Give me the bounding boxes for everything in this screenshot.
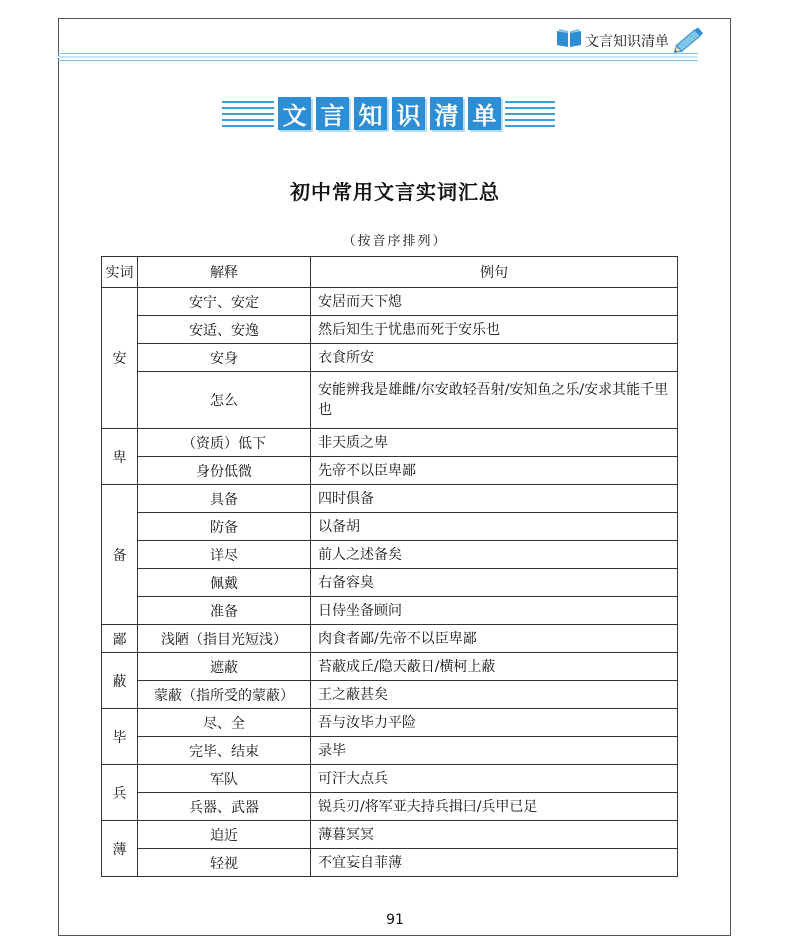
table-row: [102, 513, 678, 541]
header-label: 文言知识清单: [585, 34, 669, 50]
meaning-cell: 轻视: [138, 849, 311, 877]
table-row: [102, 569, 678, 597]
meaning-cell: 详尽: [138, 541, 311, 569]
table-row: [102, 821, 678, 849]
page-number: 91: [386, 912, 404, 928]
banner-stripes-left: [222, 97, 274, 131]
table-row: [102, 316, 678, 344]
header-rule-top: [58, 53, 698, 54]
banner-stripes-right: [505, 97, 555, 131]
pencil-icon: [670, 22, 708, 58]
banner-char: 文: [278, 97, 311, 130]
example-cell: 前人之述备矣: [311, 541, 678, 569]
meaning-cell: 蒙蔽（指所受的蒙蔽）: [138, 681, 311, 709]
meaning-cell: 军队: [138, 765, 311, 793]
word-cell: 鄙: [102, 625, 138, 653]
table-row: [102, 288, 678, 316]
header-example: 例句: [311, 257, 678, 288]
table-row: [102, 709, 678, 737]
example-cell: 苔蔽成丘/隐天蔽日/横柯上蔽: [311, 653, 678, 681]
meaning-cell: 遮蔽: [138, 653, 311, 681]
table-row: [102, 849, 678, 877]
page-title: 初中常用文言实词汇总: [290, 180, 500, 204]
table-row: [102, 457, 678, 485]
table-row: [102, 372, 678, 429]
example-cell: 衣食所安: [311, 344, 678, 372]
header-meaning: 解释: [138, 257, 311, 288]
vocab-table: [101, 256, 678, 877]
meaning-cell: 防备: [138, 513, 311, 541]
banner-char: 言: [316, 97, 349, 130]
meaning-cell: 迫近: [138, 821, 311, 849]
meaning-cell: 完毕、结束: [138, 737, 311, 765]
example-cell: 右备容臭: [311, 569, 678, 597]
example-cell: 以备胡: [311, 513, 678, 541]
book-icon: [556, 28, 582, 48]
meaning-cell: 尽、全: [138, 709, 311, 737]
table-row: [102, 541, 678, 569]
table-row: [102, 429, 678, 457]
table-row: [102, 485, 678, 513]
header-rule-bottom: [58, 60, 698, 61]
meaning-cell: 安身: [138, 344, 311, 372]
header-word: 实词: [102, 257, 138, 288]
banner-characters: [278, 97, 501, 130]
example-cell: 非天质之卑: [311, 429, 678, 457]
table-row: [102, 653, 678, 681]
banner-char: 清: [430, 97, 463, 130]
section-banner: [222, 97, 555, 131]
meaning-cell: 怎么: [138, 372, 311, 429]
page-subtitle: （按音序排列）: [342, 234, 448, 249]
example-cell: 王之蔽甚矣: [311, 681, 678, 709]
example-cell: 不宜妄自菲薄: [311, 849, 678, 877]
word-cell: 安: [102, 288, 138, 429]
example-cell: 日侍坐备顾问: [311, 597, 678, 625]
meaning-cell: 准备: [138, 597, 311, 625]
example-cell: 四时俱备: [311, 485, 678, 513]
example-cell: 可汗大点兵: [311, 765, 678, 793]
word-cell: 薄: [102, 821, 138, 877]
example-cell: 安居而天下熄: [311, 288, 678, 316]
header-rule-mid: [58, 56, 698, 58]
example-cell: 录毕: [311, 737, 678, 765]
meaning-cell: 安适、安逸: [138, 316, 311, 344]
meaning-cell: 佩戴: [138, 569, 311, 597]
word-cell: 蔽: [102, 653, 138, 709]
word-cell: 卑: [102, 429, 138, 485]
table-row: [102, 344, 678, 372]
table-row: [102, 681, 678, 709]
meaning-cell: （资质）低下: [138, 429, 311, 457]
meaning-cell: 具备: [138, 485, 311, 513]
word-cell: 备: [102, 485, 138, 625]
table-row: [102, 793, 678, 821]
word-cell: 毕: [102, 709, 138, 765]
example-cell: 然后知生于忧患而死于安乐也: [311, 316, 678, 344]
table-header-row: [102, 257, 678, 288]
meaning-cell: 浅陋（指目光短浅）: [138, 625, 311, 653]
example-cell: 吾与汝毕力平险: [311, 709, 678, 737]
example-cell: 锐兵刃/将军亚夫持兵揖曰/兵甲已足: [311, 793, 678, 821]
table-row: [102, 765, 678, 793]
table-row: [102, 625, 678, 653]
meaning-cell: 身份低微: [138, 457, 311, 485]
banner-char: 识: [392, 97, 425, 130]
example-cell: 先帝不以臣卑鄙: [311, 457, 678, 485]
banner-char: 单: [468, 97, 501, 130]
meaning-cell: 兵器、武器: [138, 793, 311, 821]
meaning-cell: 安宁、安定: [138, 288, 311, 316]
example-cell: 薄暮冥冥: [311, 821, 678, 849]
example-cell: 安能辨我是雄雌/尔安敢轻吾射/安知鱼之乐/安求其能千里也: [311, 372, 678, 429]
banner-char: 知: [354, 97, 387, 130]
table-row: [102, 597, 678, 625]
example-cell: 肉食者鄙/先帝不以臣卑鄙: [311, 625, 678, 653]
word-cell: 兵: [102, 765, 138, 821]
table-row: [102, 737, 678, 765]
